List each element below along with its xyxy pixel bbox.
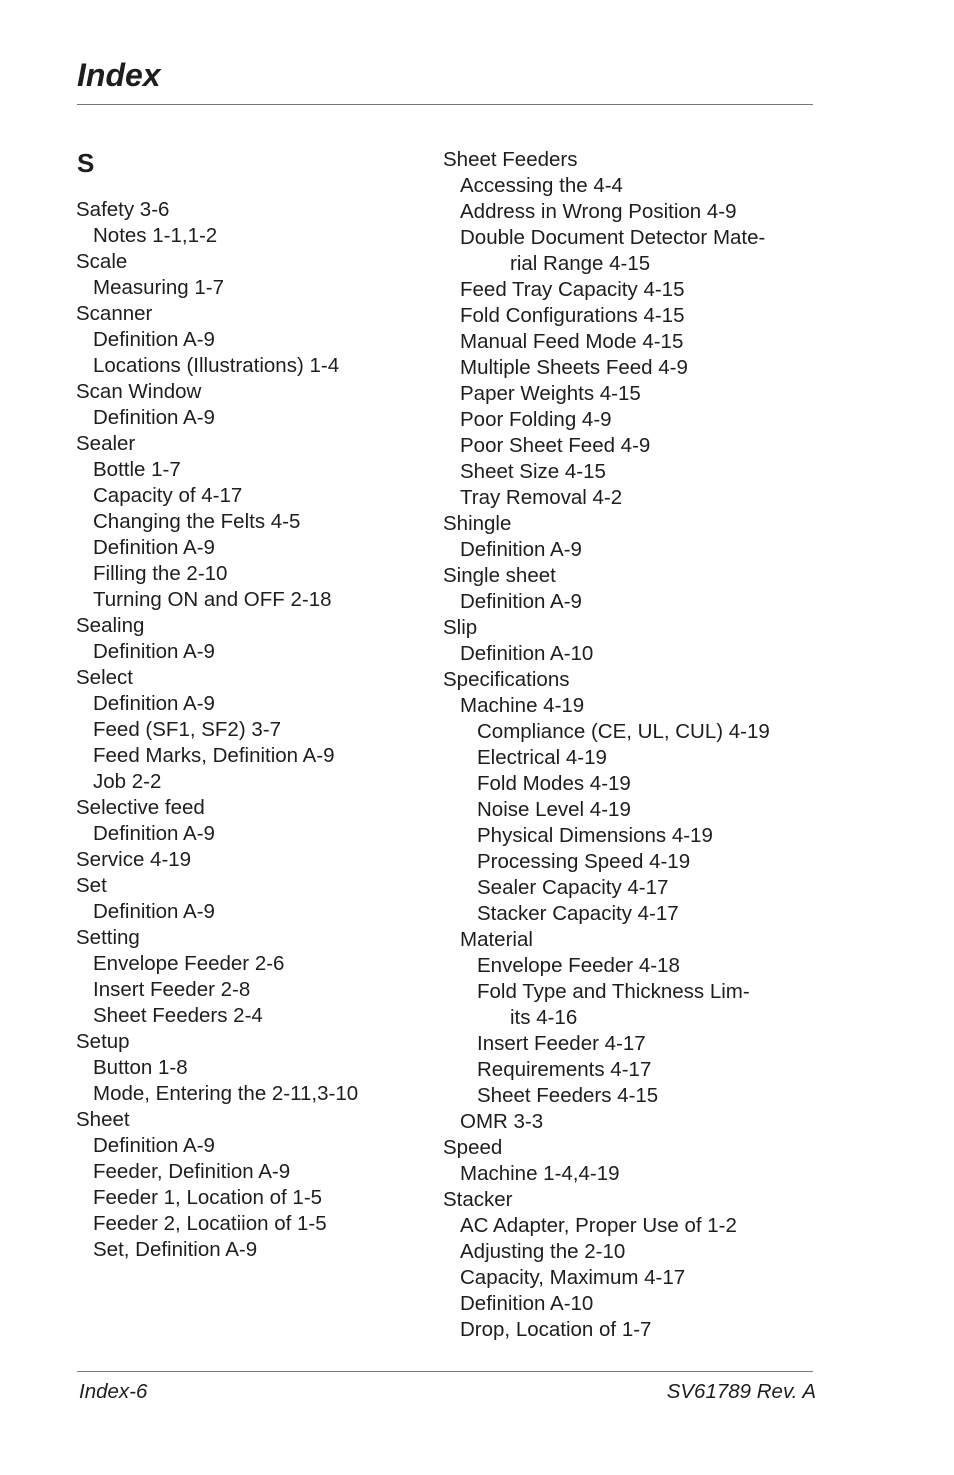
footer-rule (77, 1371, 813, 1372)
index-entry: Scanner (76, 302, 153, 325)
index-entry: Scale (76, 250, 128, 273)
index-entry: Safety 3-6 (76, 198, 170, 221)
index-entry: Sealing (76, 614, 145, 637)
index-entry: Sheet Feeders (443, 148, 578, 171)
index-subentry: Definition A-9 (460, 538, 582, 561)
index-entry-continuation: rial Range 4-15 (510, 252, 651, 275)
index-entry: Slip (443, 616, 478, 639)
index-entry: Setup (76, 1030, 130, 1053)
index-column-right (443, 147, 813, 1343)
index-entry: Stacker (443, 1188, 513, 1211)
index-subentry: Sheet Size 4-15 (460, 460, 606, 483)
index-entry: Scan Window (76, 380, 202, 403)
index-subentry: Drop, Location of 1-7 (460, 1318, 652, 1341)
index-subentry: Button 1-8 (93, 1056, 188, 1079)
index-subentry: Changing the Felts 4-5 (93, 510, 301, 533)
index-subentry: Physical Dimensions 4-19 (477, 824, 713, 847)
index-subentry: Mode, Entering the 2-11,3-10 (93, 1082, 359, 1105)
index-subentry: Compliance (CE, UL, CUL) 4-19 (477, 720, 770, 743)
index-subentry: Measuring 1-7 (93, 276, 225, 299)
header-rule (77, 104, 813, 105)
index-subentry: Job 2-2 (93, 770, 162, 793)
index-subentry: Insert Feeder 4-17 (477, 1032, 646, 1055)
index-subentry: Material (460, 928, 533, 951)
footer-doc-id: SV61789 Rev. A (666, 1380, 816, 1403)
index-subentry: Capacity, Maximum 4-17 (460, 1266, 686, 1289)
index-subentry: Sheet Feeders 4-15 (477, 1084, 659, 1107)
index-subentry: Feed (SF1, SF2) 3-7 (93, 718, 281, 741)
index-subentry: Noise Level 4-19 (477, 798, 631, 821)
index-subentry: Address in Wrong Position 4-9 (460, 200, 737, 223)
index-subentry: Machine 4-19 (460, 694, 585, 717)
index-subentry: AC Adapter, Proper Use of 1-2 (460, 1214, 737, 1237)
index-subentry: Fold Configurations 4-15 (460, 304, 685, 327)
index-subentry: Stacker Capacity 4-17 (477, 902, 679, 925)
index-entry: Set (76, 874, 107, 897)
index-subentry: Definition A-9 (93, 640, 215, 663)
index-entry: Specifications (443, 668, 570, 691)
index-subentry: Accessing the 4-4 (460, 174, 623, 197)
index-entry: Sheet (76, 1108, 130, 1131)
index-subentry: Definition A-9 (93, 900, 215, 923)
index-subentry: Notes 1-1,1-2 (93, 224, 218, 247)
index-subentry: Paper Weights 4-15 (460, 382, 641, 405)
index-subentry: Feed Marks, Definition A-9 (93, 744, 335, 767)
index-subentry: Definition A-9 (93, 536, 215, 559)
index-subentry: Feeder 2, Locatiion of 1-5 (93, 1212, 327, 1235)
index-entry: Setting (76, 926, 140, 949)
index-subentry: OMR 3-3 (460, 1110, 544, 1133)
index-subentry: Tray Removal 4-2 (460, 486, 623, 509)
index-entry-continuation: its 4-16 (510, 1006, 578, 1029)
index-subentry: Locations (Illustrations) 1-4 (93, 354, 340, 377)
index-subentry: Definition A-10 (460, 1292, 594, 1315)
index-subentry: Envelope Feeder 4-18 (477, 954, 680, 977)
index-subentry: Fold Type and Thickness Lim- (477, 980, 750, 1003)
index-subentry: Definition A-9 (93, 1134, 215, 1157)
index-subentry: Multiple Sheets Feed 4-9 (460, 356, 688, 379)
index-subentry: Sealer Capacity 4-17 (477, 876, 669, 899)
index-subentry: Definition A-10 (460, 642, 594, 665)
index-subentry: Feed Tray Capacity 4-15 (460, 278, 685, 301)
index-subentry: Double Document Detector Mate- (460, 226, 766, 249)
index-entry: Speed (443, 1136, 503, 1159)
index-subentry: Adjusting the 2-10 (460, 1240, 626, 1263)
index-subentry: Definition A-9 (460, 590, 582, 613)
index-subentry: Processing Speed 4-19 (477, 850, 691, 873)
footer-page-label: Index-6 (79, 1380, 148, 1403)
index-subentry: Definition A-9 (93, 406, 215, 429)
index-entry: Service 4-19 (76, 848, 192, 871)
index-subentry: Poor Folding 4-9 (460, 408, 612, 431)
index-entry: Single sheet (443, 564, 556, 587)
index-subentry: Definition A-9 (93, 328, 215, 351)
index-column-left (76, 197, 416, 1263)
index-subentry: Set, Definition A-9 (93, 1238, 258, 1261)
page-title: Index (77, 57, 161, 93)
index-subentry: Feeder 1, Location of 1-5 (93, 1186, 323, 1209)
index-subentry: Feeder, Definition A-9 (93, 1160, 291, 1183)
section-letter: S (77, 148, 95, 178)
index-subentry: Definition A-9 (93, 822, 215, 845)
index-subentry: Definition A-9 (93, 692, 215, 715)
index-subentry: Manual Feed Mode 4-15 (460, 330, 684, 353)
index-subentry: Machine 1-4,4-19 (460, 1162, 620, 1185)
index-subentry: Sheet Feeders 2-4 (93, 1004, 263, 1027)
index-entry: Selective feed (76, 796, 205, 819)
index-subentry: Envelope Feeder 2-6 (93, 952, 285, 975)
index-subentry: Requirements 4-17 (477, 1058, 652, 1081)
index-subentry: Bottle 1-7 (93, 458, 181, 481)
index-subentry: Capacity of 4-17 (93, 484, 243, 507)
index-subentry: Filling the 2-10 (93, 562, 228, 585)
index-subentry: Electrical 4-19 (477, 746, 607, 769)
index-entry: Shingle (443, 512, 512, 535)
index-subentry: Turning ON and OFF 2-18 (93, 588, 332, 611)
index-subentry: Insert Feeder 2-8 (93, 978, 251, 1001)
index-entry: Select (76, 666, 133, 689)
index-entry: Sealer (76, 432, 136, 455)
index-subentry: Fold Modes 4-19 (477, 772, 631, 795)
index-subentry: Poor Sheet Feed 4-9 (460, 434, 651, 457)
